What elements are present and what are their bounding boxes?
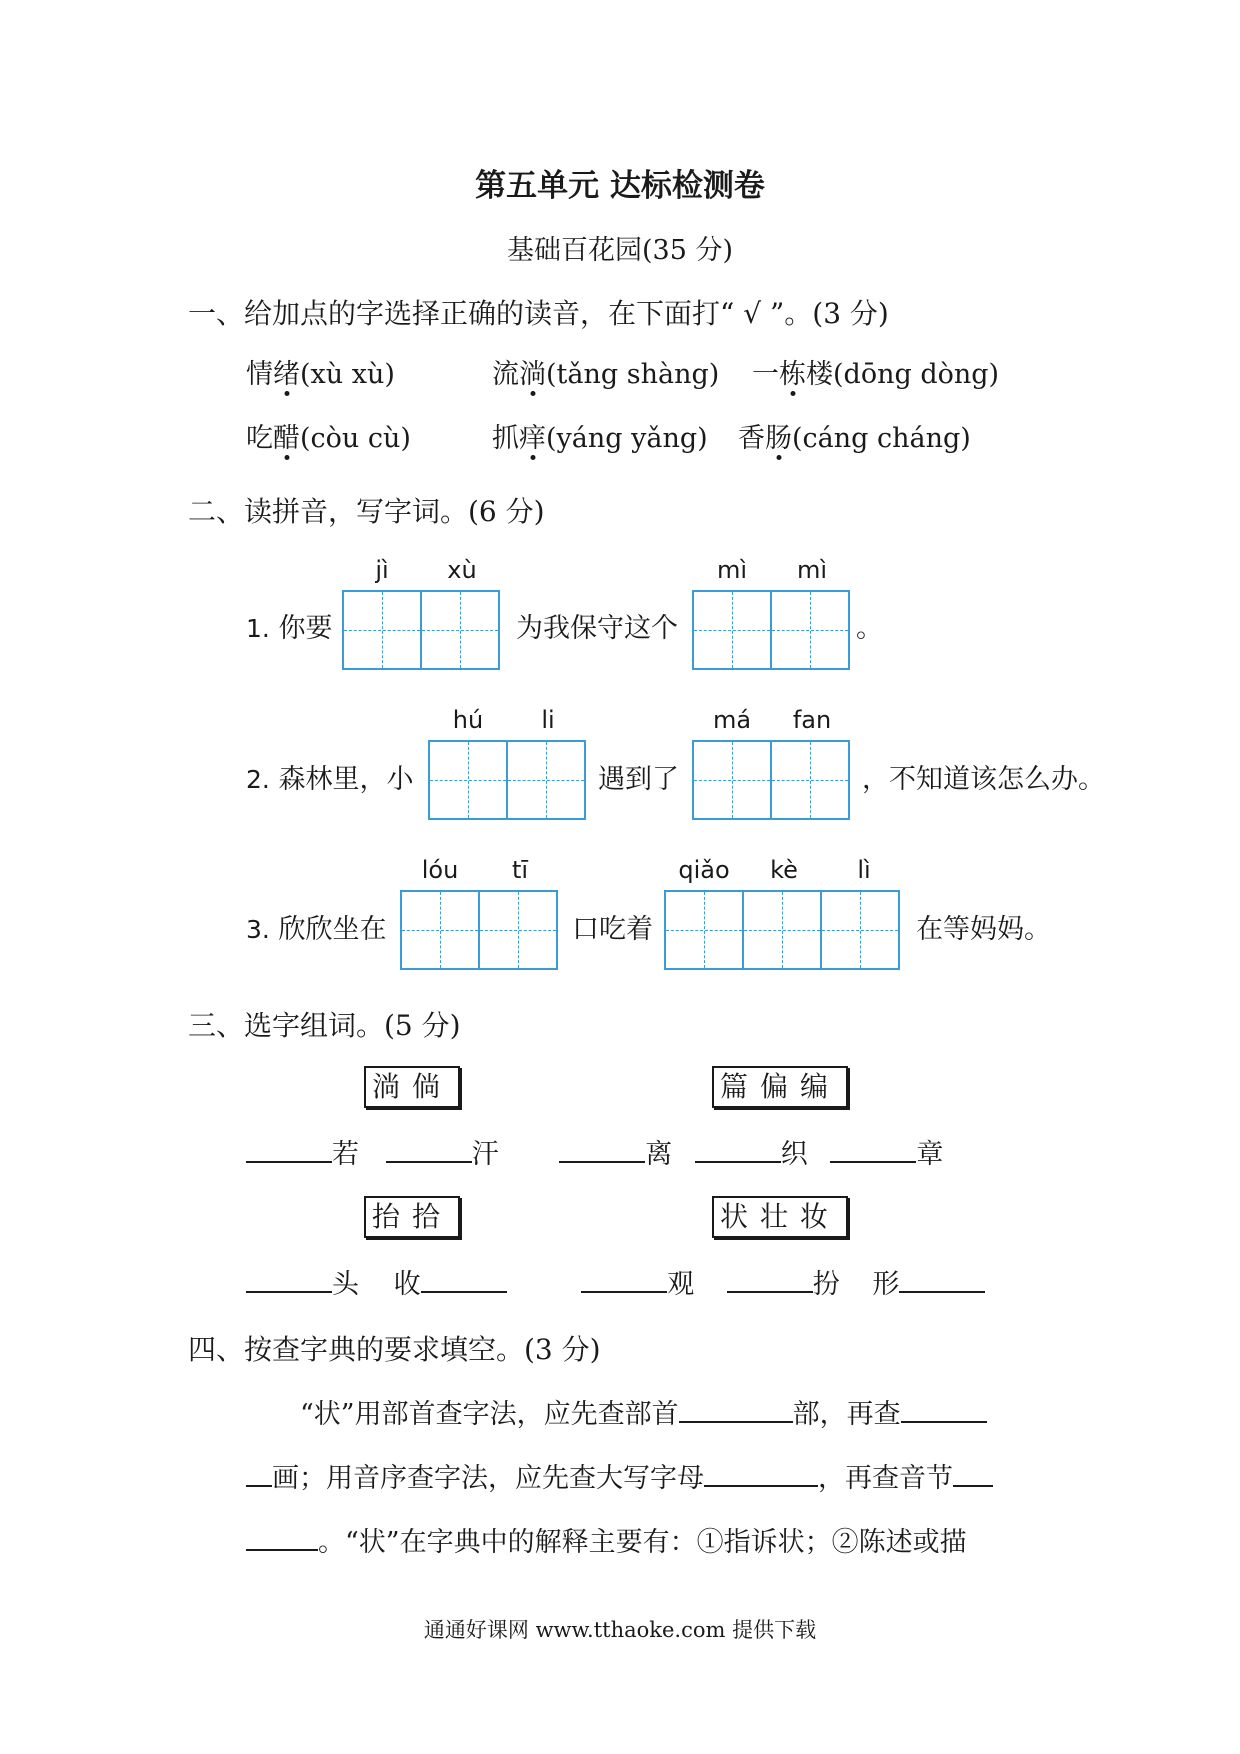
pinyin: fan: [792, 706, 832, 734]
writing-grid[interactable]: [428, 740, 586, 820]
q3-heading: 三、选字组词。(5 分): [188, 1009, 461, 1042]
pinyin: mì: [716, 556, 748, 584]
q1-item-6: 香肠(cáng cháng): [738, 423, 971, 454]
choice-box-4: 状壮妆: [712, 1196, 848, 1238]
q2-sentence-1-mid: 为我保守这个: [516, 613, 678, 644]
q1-heading: 一、给加点的字选择正确的读音，在下面打“ √ ”。(3 分): [188, 297, 889, 330]
q3-row-2: 头 收 观 扮 形: [246, 1262, 985, 1301]
q4-line-1: “状”用部首查字法，应先查部首 部，再查: [300, 1392, 987, 1431]
q1-item-1: 情绪(xù xù): [246, 359, 395, 390]
q3-row-1: 若 汗 离 织 章: [246, 1132, 943, 1171]
q4-line-3: 。“状”在字典中的解释主要有：①指诉状；②陈述或描: [246, 1520, 967, 1559]
q4-heading: 四、按查字典的要求填空。(3 分): [188, 1333, 601, 1366]
writing-grid[interactable]: [342, 590, 500, 670]
q1-item-5: 抓痒(yáng yǎng): [492, 423, 708, 454]
writing-grid[interactable]: [400, 890, 558, 970]
choice-box-3: 抬拾: [364, 1196, 460, 1238]
choice-box-2: 篇偏编: [712, 1066, 848, 1108]
pinyin: xù: [447, 556, 477, 584]
writing-grid[interactable]: [664, 890, 900, 970]
q2-sentence-3-start: 3. 欣欣坐在: [246, 914, 387, 945]
footer-credit: 通通好课网 www.tthaoke.com 提供下载: [423, 1618, 817, 1642]
choice-box-1: 淌倘: [364, 1066, 460, 1108]
q1-item-2: 流淌(tǎng shàng): [492, 359, 720, 390]
q2-sentence-1-end: 。: [856, 613, 883, 644]
pinyin: li: [541, 706, 555, 734]
pinyin: qiǎo: [678, 856, 730, 884]
q1-item-3: 一栋楼(dōng dòng): [752, 359, 1000, 390]
writing-grid[interactable]: [692, 740, 850, 820]
q2-sentence-2-end: ，不知道该怎么办。: [862, 764, 1105, 795]
q2-sentence-1-start: 1. 你要: [246, 613, 333, 644]
pinyin: lì: [857, 856, 871, 884]
q2-heading: 二、读拼音，写字词。(6 分): [188, 495, 545, 528]
pinyin: tī: [511, 856, 529, 884]
q2-sentence-2-start: 2. 森林里，小: [246, 764, 414, 795]
pinyin: lóu: [421, 856, 459, 884]
q4-line-2: 画；用音序查字法，应先查大写字母 ，再查音节: [246, 1456, 993, 1495]
q2-sentence-3-mid: 口吃着: [572, 914, 653, 945]
page-subtitle: 基础百花园(35 分): [506, 235, 733, 266]
page-title: 第五单元 达标检测卷: [475, 168, 765, 204]
pinyin: jì: [375, 556, 389, 584]
q1-item-4: 吃醋(còu cù): [246, 423, 411, 454]
q2-sentence-3-end: 在等妈妈。: [916, 914, 1051, 945]
pinyin: kè: [770, 856, 798, 884]
pinyin: hú: [452, 706, 484, 734]
writing-grid[interactable]: [692, 590, 850, 670]
q2-sentence-2-mid: 遇到了: [598, 764, 679, 795]
pinyin: má: [712, 706, 752, 734]
pinyin: mì: [796, 556, 828, 584]
